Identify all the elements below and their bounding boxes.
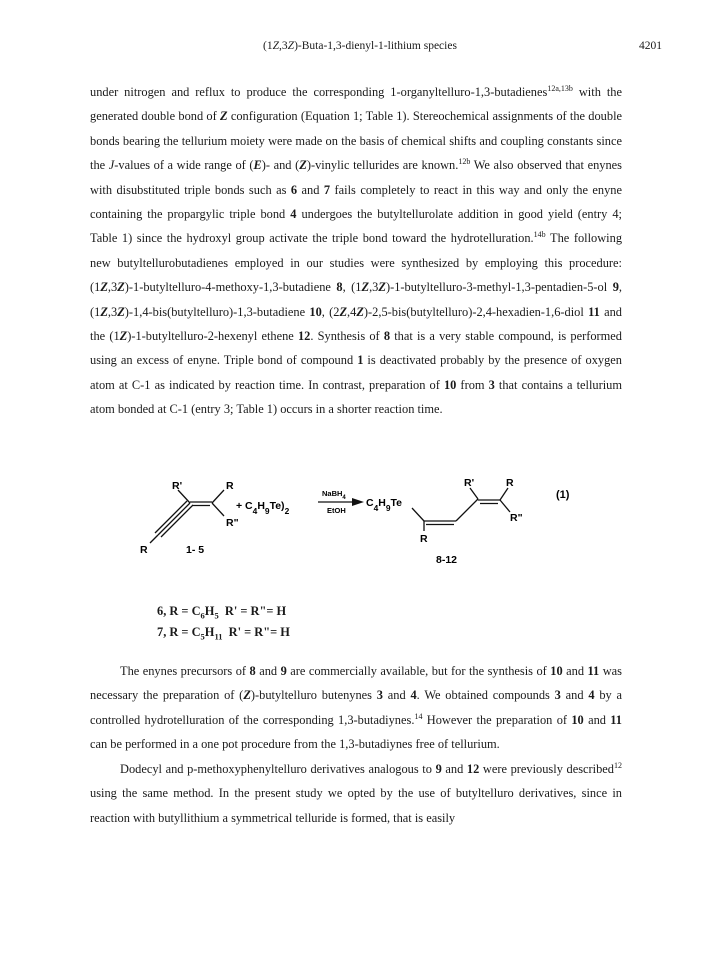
product-prefix: $C_4H_9Te$ xyxy=(366,497,403,513)
label-r-dprime-1: R" xyxy=(226,517,239,529)
label-product-compounds: 8-12 xyxy=(436,554,458,566)
catalyst-top: NaBH$_4$ xyxy=(322,489,346,501)
reagent-text: + $C_4H_9Te)_2$ xyxy=(236,500,290,516)
product-diene-structure xyxy=(412,488,510,531)
running-title: (1Z,3Z)-Buta-1,3-dienyl-1-lithium species xyxy=(263,40,457,52)
paragraph-2: The enynes precursors of 8 and 9 are commercially available, but for the synthesis of 10 and 11 was necessary the preparation of (Z)-butyltelluro butenynes 3 and 4. We obtained compounds 3 and 4 by a controlled hydrotelluration of the corresponding 1,3-butadiynes.$^{14}$ However the preparation of 10 and 11 can be performed in a one pot procedure from the 1,3-butadiynes free of tellurium. xyxy=(90,664,623,752)
label-r-prime-1: R' xyxy=(172,480,183,492)
compound-6-definition: 6, $R = C_6H_5$ R' = R"= H xyxy=(157,604,287,621)
paragraph-1: under nitrogen and reflux to produce the corresponding 1-organyltelluro-1,3-butadienes$^{12a,13b}$ with the generated double bond of Z configuration (Equation 1; Table 1). Stereochemical assignments of the double bonds bearing the tellurium moiety were made on the basis of chemical shifts and coupling constants since the J-values of a wide range of (E)- and (Z)-vinylic tellurides are known.$^{12b}$ We also observed that enynes with disubstituted triple bonds such as 6 and 7 fails completely to react in this way and only the enyne containing the propargylic triple bond 4 undergoes the butyltellurolate addition in good yield (entry 4; Table 1) since the hydroxyl group activate the triple bond toward the hydrotelluration.$^{14b}$ The following new butyltellurobutadienes employed in our studies were synthesized by employing this procedure: (1Z,3Z)-1-butyltelluro-4-methoxy-1,3-butadiene 8, (1Z,3Z)-1-butyltelluro-3-methyl-1,3-pentadien-5-ol 9, (1Z,3Z)-1,4-bis(butyltelluro)-1,3-butadiene 10, (2Z,4Z)-2,5-bis(butyltelluro)-2,4-hexadien-1,6-diol 11 and the (1Z)-1-butyltelluro-2-hexenyl ethene 12. Synthesis of 8 that is a very stable compound, is performed using an excess of enyne. Triple bond of compound 1 is deactivated probably by the presence of oxygen atom at C-1 as indicated by reaction time. In contrast, preparation of 10 from 3 that contains a tellurium atom bonded at C-1 (entry 3; Table 1) occurs in a shorter reaction time. xyxy=(90,84,623,417)
reaction-scheme xyxy=(0,455,711,595)
catalyst-bottom: EtOH xyxy=(327,506,346,515)
paragraph-3: Dodecyl and p-methoxyphenyltelluro derivatives analogous to 9 and 12 were previously described$^{12}$ using the same method. In the present study we opted by the use of butyltelluro derivatives, since in reaction with butyllithium a symmetrical telluride is formed, that is easily xyxy=(90,761,622,825)
label-r-prime-2: R' xyxy=(464,477,475,489)
label-r-4: R xyxy=(420,533,428,545)
compound-definitions xyxy=(157,603,290,646)
page-number: 4201 xyxy=(639,40,662,52)
label-r-1: R xyxy=(226,480,234,492)
label-r-3: R xyxy=(506,477,514,489)
starting-enyne-structure xyxy=(150,490,224,543)
label-r-2: R xyxy=(140,544,148,556)
compound-7-definition: 7, $R = C_5H_{11}$ R' = R"= H xyxy=(157,625,290,642)
running-header xyxy=(90,40,662,56)
label-start-compounds: 1- 5 xyxy=(186,544,205,556)
equation-number: (1) xyxy=(556,489,570,501)
label-r-dprime-2: R" xyxy=(510,512,523,524)
reaction-arrow xyxy=(318,498,364,506)
